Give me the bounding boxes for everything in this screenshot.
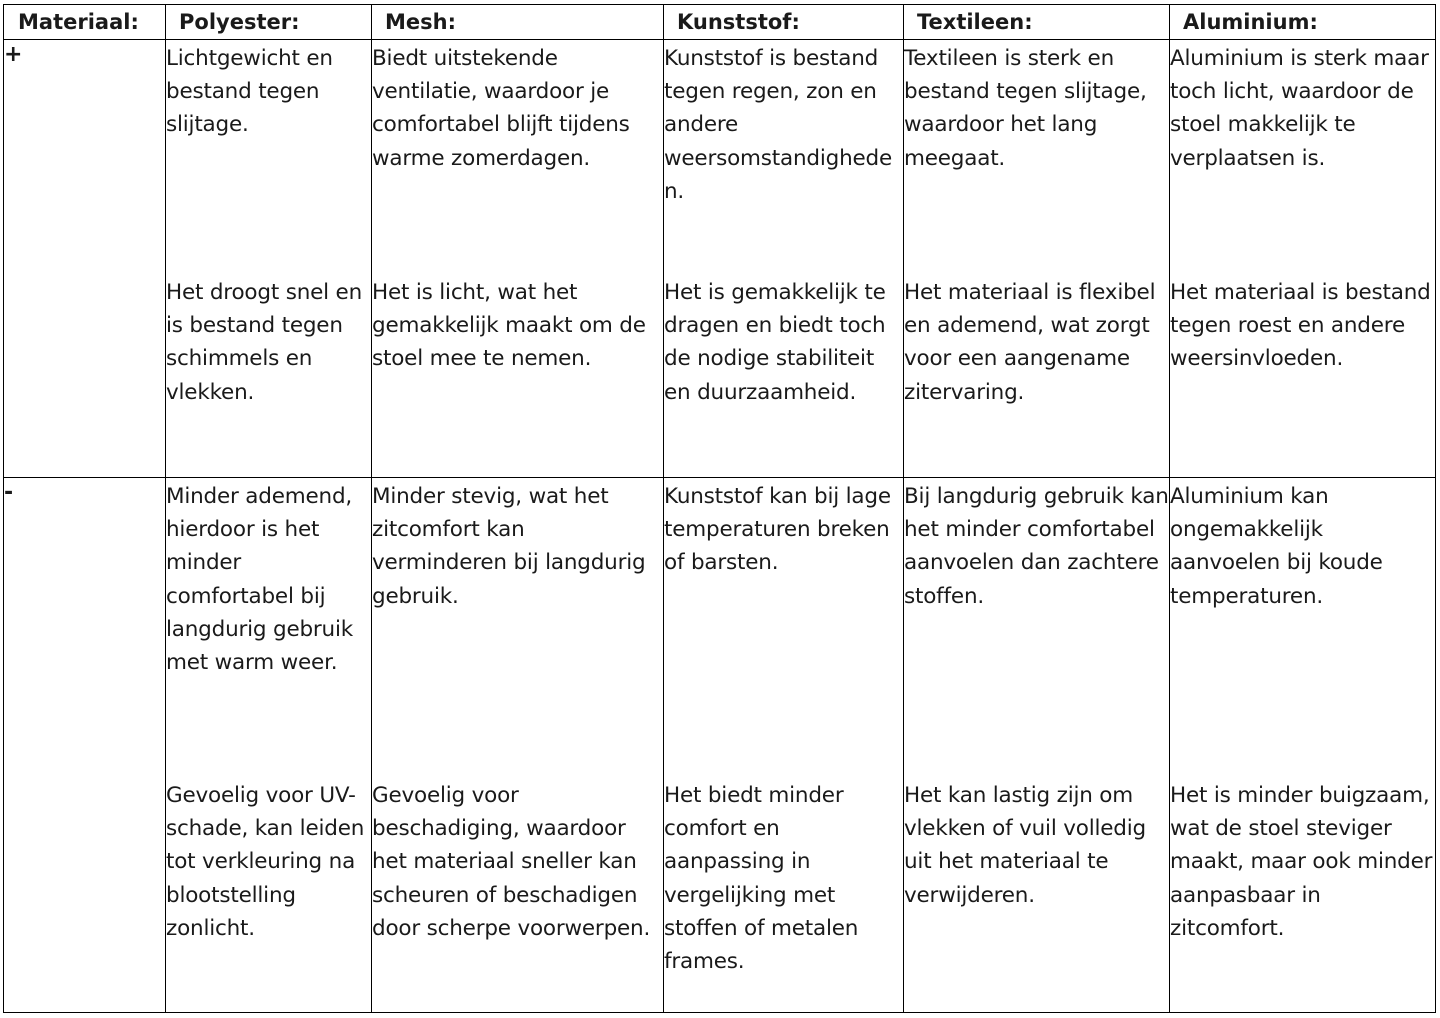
header-textileen: Textileen: [904, 5, 1170, 40]
cons-kunststof-text-2: Het biedt minder comfort en aanpassing in vergelijking met stoffen of metalen frames. [664, 783, 859, 975]
pros-mesh-cell [372, 40, 664, 478]
cons-kunststof-cell [664, 478, 904, 1013]
cons-polyester-text-2: Gevoelig voor UV-schade, kan leiden tot verkleuring na blootstelling zonlicht. [166, 783, 365, 941]
header-polyester: Polyester: [166, 5, 372, 40]
cons-mesh-text-1: Minder stevig, wat het zitcomfort kan verminderen bij langdurig gebruik. [372, 484, 646, 609]
cons-textileen-cell [904, 478, 1170, 1013]
pros-sign: + [4, 40, 166, 478]
cons-textileen-text-1: Bij langdurig gebruik kan het minder comfortabel aanvoelen dan zachtere stoffen. [904, 484, 1169, 609]
pros-textileen-text-2: Het materiaal is flexibel en ademend, wat zorgt voor een aangename zitervaring. [904, 280, 1156, 405]
pros-polyester-cell [166, 40, 372, 478]
cons-row [4, 478, 1436, 1013]
material-comparison-table [3, 4, 1436, 1013]
pros-aluminium-text-1: Aluminium is sterk maar toch licht, waardoor de stoel makkelijk te verplaatsen is. [1170, 46, 1429, 171]
pros-kunststof-cell [664, 40, 904, 478]
pros-textileen-cell [904, 40, 1170, 478]
header-materiaal: Materiaal: [4, 5, 166, 40]
header-aluminium: Aluminium: [1170, 5, 1436, 40]
cons-kunststof-text-1: Kunststof kan bij lage temperaturen breken of barsten. [664, 484, 891, 576]
cons-mesh-cell [372, 478, 664, 1013]
cons-mesh-text-2: Gevoelig voor beschadiging, waardoor het materiaal sneller kan scheuren of beschadigen door scherpe voorwerpen. [372, 783, 651, 941]
pros-mesh-text-2: Het is licht, wat het gemakkelijk maakt om de stoel mee te nemen. [372, 280, 646, 372]
pros-polyester-text-1: Lichtgewicht en bestand tegen slijtage. [166, 46, 333, 138]
pros-mesh-text-1: Biedt uitstekende ventilatie, waardoor je comfortabel blijft tijdens warme zomerdagen. [372, 46, 630, 171]
pros-aluminium-text-2: Het materiaal is bestand tegen roest en andere weersinvloeden. [1170, 280, 1431, 372]
header-mesh: Mesh: [372, 5, 664, 40]
cons-textileen-text-2: Het kan lastig zijn om vlekken of vuil volledig uit het materiaal te verwijderen. [904, 783, 1146, 908]
cons-aluminium-text-1: Aluminium kan ongemakkelijk aanvoelen bij koude temperaturen. [1170, 484, 1383, 609]
pros-kunststof-text-2: Het is gemakkelijk te dragen en biedt toch de nodige stabiliteit en duurzaamheid. [664, 280, 886, 405]
cons-polyester-text-1: Minder ademend, hierdoor is het minder comfortabel bij langdurig gebruik met warm weer. [166, 484, 354, 676]
cons-polyester-cell [166, 478, 372, 1013]
pros-textileen-text-1: Textileen is sterk en bestand tegen slijtage, waardoor het lang meegaat. [904, 46, 1147, 171]
cons-sign: - [4, 478, 166, 1013]
pros-aluminium-cell [1170, 40, 1436, 478]
cons-aluminium-text-2: Het is minder buigzaam, wat de stoel steviger maakt, maar ook minder aanpasbaar in zitcomfort. [1170, 783, 1433, 941]
header-row [4, 5, 1436, 40]
pros-row [4, 40, 1436, 478]
header-kunststof: Kunststof: [664, 5, 904, 40]
pros-polyester-text-2: Het droogt snel en is bestand tegen schimmels en vlekken. [166, 280, 363, 405]
cons-aluminium-cell [1170, 478, 1436, 1013]
pros-kunststof-text-1: Kunststof is bestand tegen regen, zon en andere weersomstandigheden. [664, 46, 893, 204]
